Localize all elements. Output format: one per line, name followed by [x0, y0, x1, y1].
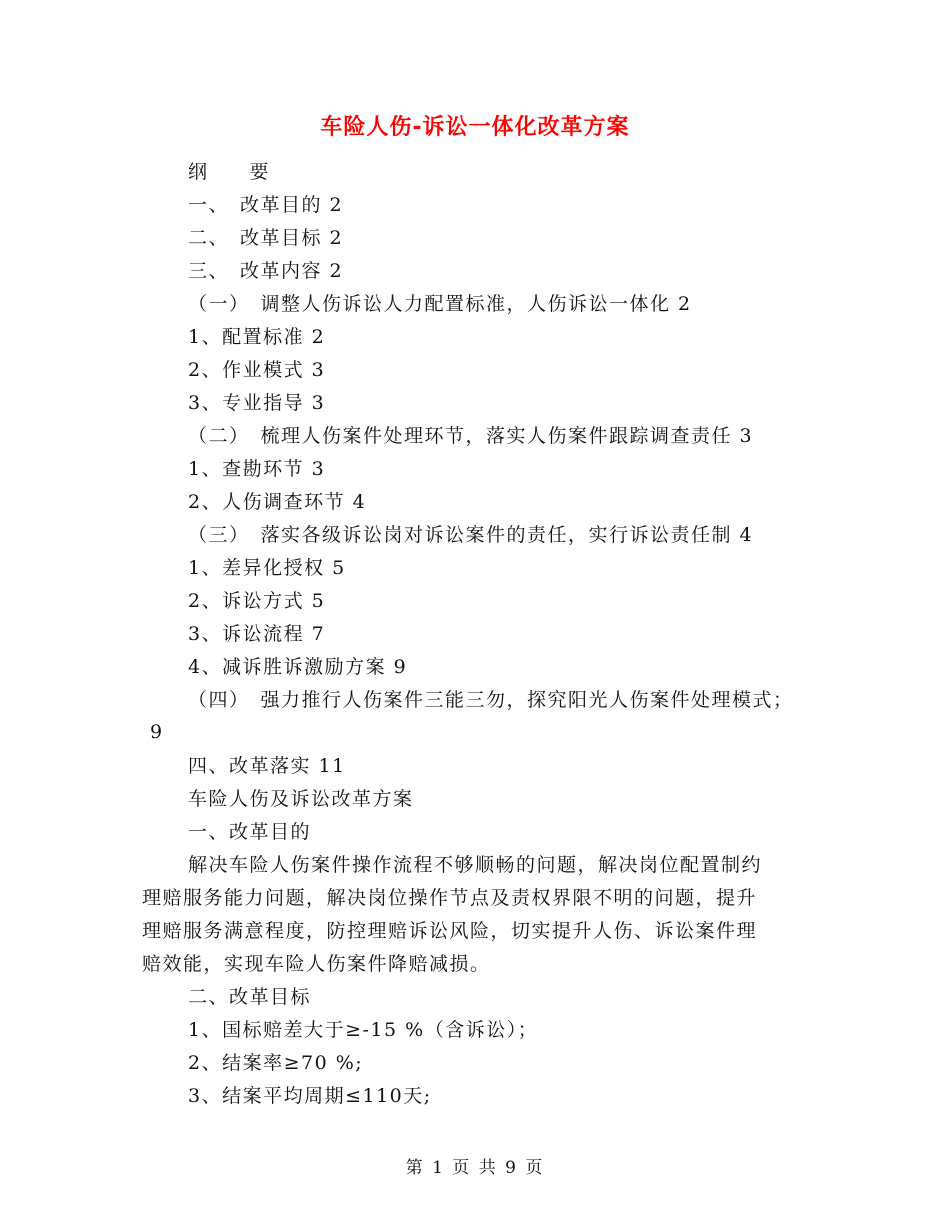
toc-item: 二、 改革目标 2 — [188, 227, 344, 249]
toc-item: 一、 改革目的 2 — [188, 194, 344, 216]
section-heading: 二、改革目标 — [188, 986, 312, 1008]
toc-item: 1、查勘环节 3 — [188, 458, 326, 480]
toc-item: （四） 强力推行人伤案件三能三勿，探究阳光人伤案件处理模式； — [188, 689, 794, 711]
paragraph-line: 解决车险人伤案件操作流程不够顺畅的问题，解决岗位配置制约 — [188, 854, 763, 876]
toc-item: 四、改革落实 11 — [188, 755, 346, 777]
toc-item: 3、专业指导 3 — [188, 392, 326, 414]
toc-heading: 纲 要 — [188, 161, 271, 183]
toc-item: 3、诉讼流程 7 — [188, 623, 326, 645]
toc-item: 1、差异化授权 5 — [188, 557, 346, 579]
toc-item: （三） 落实各级诉讼岗对诉讼案件的责任，实行诉讼责任制 4 — [188, 524, 754, 546]
toc-item: （一） 调整人伤诉讼人力配置标准，人伤诉讼一体化 2 — [188, 293, 692, 315]
body-title: 车险人伤及诉讼改革方案 — [188, 788, 414, 810]
section-heading: 一、改革目的 — [188, 821, 312, 843]
paragraph-line: 赔效能，实现车险人伤案件降赔减损。 — [142, 953, 491, 975]
toc-item: （二） 梳理人伤案件处理环节，落实人伤案件跟踪调查责任 3 — [188, 425, 754, 447]
toc-item: 2、作业模式 3 — [188, 359, 326, 381]
list-item: 3、结案平均周期≤110天; — [188, 1085, 432, 1107]
toc-item: 1、配置标准 2 — [188, 326, 326, 348]
list-item: 2、结案率≥70 %; — [188, 1052, 364, 1074]
toc-item: 2、人伤调查环节 4 — [188, 491, 367, 513]
paragraph-line: 理赔服务满意程度，防控理赔诉讼风险，切实提升人伤、诉讼案件理 — [142, 920, 758, 942]
toc-item: 2、诉讼方式 5 — [188, 590, 326, 612]
toc-item: 4、减诉胜诉激励方案 9 — [188, 656, 408, 678]
toc-item: 三、 改革内容 2 — [188, 260, 344, 282]
list-item: 1、国标赔差大于≥-15 %（含诉讼）； — [188, 1019, 539, 1041]
page-footer: 第 1 页 共 9 页 — [405, 1158, 545, 1178]
document-title: 车险人伤-诉讼一体化改革方案 — [320, 115, 630, 140]
paragraph-line: 理赔服务能力问题，解决岗位操作节点及责权界限不明的问题，提升 — [142, 887, 758, 909]
toc-item-continuation: 9 — [150, 721, 164, 743]
